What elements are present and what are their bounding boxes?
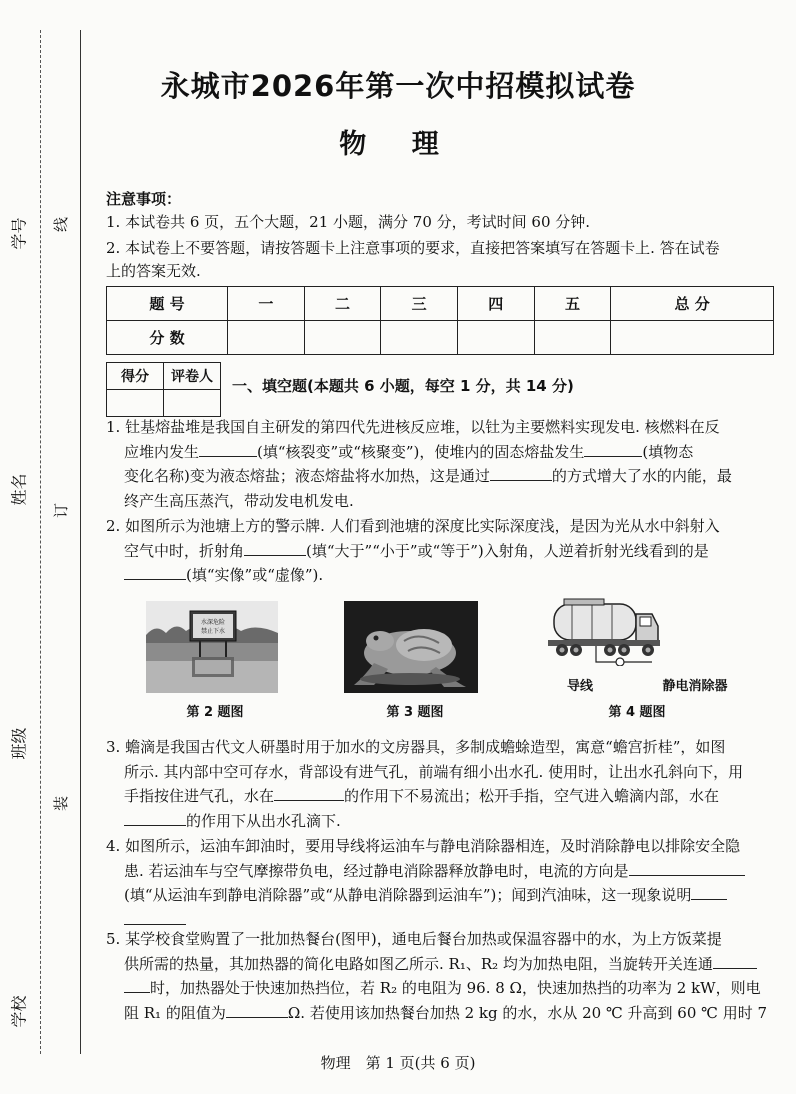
answer-blank: [584, 440, 642, 457]
score-cell: 三: [381, 287, 458, 321]
answer-blank: [490, 464, 552, 481]
answer-blank: [124, 908, 186, 925]
q1-text: (填物态: [642, 442, 694, 461]
binding-dashed-line: [40, 30, 41, 1054]
q5-text: 阻 R₁ 的阻值为: [124, 1003, 226, 1022]
q3-text: 的作用下从出水孔滴下.: [186, 811, 341, 830]
notice-item-2: 2. 本试卷上不要答题，请按答题卡上注意事项的要求，直接把答案填写在答题卡上. 答在试卷: [106, 239, 720, 257]
exam-title: 永城市2026年第一次中招模拟试卷: [160, 69, 636, 103]
question-3: [106, 735, 778, 833]
answer-blank: [713, 952, 757, 969]
grader-blank: [164, 390, 221, 417]
figure-4-wire-label: 导线: [566, 679, 593, 694]
score-input-cell: [457, 321, 534, 355]
score-cell: 题 号: [107, 287, 228, 321]
margin-mark-line: 线: [52, 216, 71, 233]
score-cell: 二: [304, 287, 381, 321]
answer-blank: [199, 440, 257, 457]
margin-label-school: 学校: [9, 995, 29, 1028]
q3-line-1: 3. 蟾滴是我国古代文人研墨时用于加水的文房器具，多制成蟾蜍造型，寓意“蟾宫折桂”，如图: [106, 738, 726, 756]
q4-text: (填“从运油车到静电消除器”或“从静电消除器到运油车”)；闻到汽油味，这一现象说明: [124, 886, 692, 904]
q2-line-1: 2. 如图所示为池塘上方的警示牌. 人们看到池塘的深度比实际深度浅，是因为光从水中斜射入: [106, 517, 720, 535]
score-cell: 四: [457, 287, 534, 321]
q4-line-3: [106, 883, 778, 908]
margin-mark-staple: 装: [52, 795, 71, 812]
q2-line-3: [106, 563, 778, 588]
answer-blank: [124, 563, 186, 580]
binding-solid-line: [80, 30, 81, 1054]
q1-line-4: 终产生高压蒸汽，带动发电机发电.: [124, 491, 354, 510]
margin-mark-bind: 订: [52, 502, 71, 519]
q5-line-1: 5. 某学校食堂购置了一批加热餐台(图甲)，通电后餐台加热或保温容器中的水，为上方饭菜提: [106, 930, 722, 948]
notice-item-1: 1. 本试卷共 6 页，五个大题，21 小题，满分 70 分，考试时间 60 分钟.: [106, 213, 591, 231]
score-input-cell: [611, 321, 774, 355]
answer-blank: [124, 976, 150, 993]
q5-text: Ω. 若使用该加热餐台加热 2 kg 的水，水从 20 ℃ 升高到 60 ℃ 用时 7: [287, 1003, 768, 1022]
q1-line-1: 1. 钍基熔盐堆是我国自主研发的第四代先进核反应堆，以钍为主要燃料实现发电. 核燃料在反: [106, 418, 720, 436]
question-4: [106, 834, 778, 932]
question-1: [106, 415, 778, 513]
margin-label-name: 姓名: [9, 473, 29, 506]
figure-3-caption: 第 3 题图: [386, 705, 444, 720]
grader-blank: [107, 390, 164, 417]
q5-text: 供所需的热量，其加热器的简化电路如图乙所示. R₁、R₂ 均为加热电阻，当旋转开关连通: [124, 954, 713, 973]
svg-text:禁止下水: 禁止下水: [200, 628, 226, 635]
figure-3-toad-inkwell: [344, 601, 478, 693]
answer-blank: [244, 539, 306, 556]
answer-blank: [629, 859, 745, 876]
q3-text: 手指按住进气孔，水在: [124, 787, 275, 805]
q4-line-2: [106, 859, 778, 884]
q5-line-2: [106, 952, 778, 977]
score-cell: 一: [228, 287, 305, 321]
score-cell: 五: [534, 287, 611, 321]
q3-line-3: [106, 784, 778, 809]
score-input-cell: [381, 321, 458, 355]
q5-line-3: [106, 976, 778, 1001]
margin-label-student-id: 学号: [9, 217, 29, 250]
notice-heading: 注意事项：: [106, 190, 182, 208]
score-input-cell: [228, 321, 305, 355]
grader-cell-reviewer: 评卷人: [164, 363, 221, 390]
svg-text:水深危险: 水深危险: [200, 619, 226, 626]
figure-4-caption: 第 4 题图: [608, 705, 666, 720]
answer-blank: [226, 1001, 288, 1018]
q3-text: 的作用下不易流出；松开手指，空气进入蟾滴内部，水在: [344, 787, 720, 805]
grader-cell-score: 得分: [107, 363, 164, 390]
score-table: [106, 286, 774, 355]
q2-line-2: [106, 539, 778, 564]
q3-line-2: 所示. 其内部中空可存水，背部设有进气孔，前端有细小出水孔. 使用时，让出水孔斜向下，用: [124, 762, 744, 781]
page-footer: 物理 第 1 页(共 6 页): [320, 1054, 476, 1072]
figure-2-caption: 第 2 题图: [186, 705, 244, 720]
question-5: [106, 927, 778, 1025]
figure-4-device-label: 静电消除器: [662, 679, 728, 694]
q4-line-1: 4. 如图所示，运油车卸油时，要用导线将运油车与静电消除器相连，及时消除静电以排除安全隐: [106, 837, 741, 855]
score-cell: 总 分: [611, 287, 774, 321]
q2-text: 空气中时，折射角: [124, 541, 245, 560]
answer-blank: [691, 883, 727, 900]
q2-text: (填“实像”或“虚像”).: [186, 566, 324, 584]
subject-title: 物 理: [339, 129, 457, 160]
q5-text: 时，加热器处于快速加热挡位，若 R₂ 的电阻为 96. 8 Ω，快速加热挡的功率为 2 kW，则电: [150, 979, 761, 997]
q1-text: 应堆内发生: [124, 442, 200, 461]
question-2: [106, 514, 778, 588]
score-cell: 分 数: [107, 321, 228, 355]
margin-label-class: 班级: [9, 727, 29, 760]
score-table-score-row: [107, 321, 774, 355]
grader-table: [106, 362, 221, 417]
q4-text: 患. 若运油车与空气摩擦带负电，经过静电消除器释放静电时，电流的方向是: [124, 861, 629, 880]
q1-text: 的方式增大了水的内能，最: [551, 467, 732, 485]
answer-blank: [124, 809, 186, 826]
score-input-cell: [534, 321, 611, 355]
answer-blank: [274, 784, 344, 801]
q5-line-4: [106, 1001, 778, 1026]
q1-line-2: [106, 440, 778, 465]
figure-2-warning-sign: [146, 601, 278, 693]
section-1-heading: 一、填空题(本题共 6 小题，每空 1 分，共 14 分): [232, 377, 574, 395]
score-table-header-row: [107, 287, 774, 321]
q1-text: 变化名称)变为液态熔盐；液态熔盐将水加热，这是通过: [124, 467, 490, 485]
q1-text: (填“核裂变”或“核聚变”)，使堆内的固态熔盐发生: [257, 442, 585, 461]
notice-item-2-cont: 上的答案无效.: [106, 262, 201, 280]
q1-line-3: [106, 464, 778, 489]
score-input-cell: [304, 321, 381, 355]
figure-4-tanker-truck: [540, 596, 670, 666]
q3-line-4: [106, 809, 778, 834]
q2-text: (填“大于”“小于”或“等于”)入射角，人逆着折射光线看到的是: [306, 541, 709, 560]
